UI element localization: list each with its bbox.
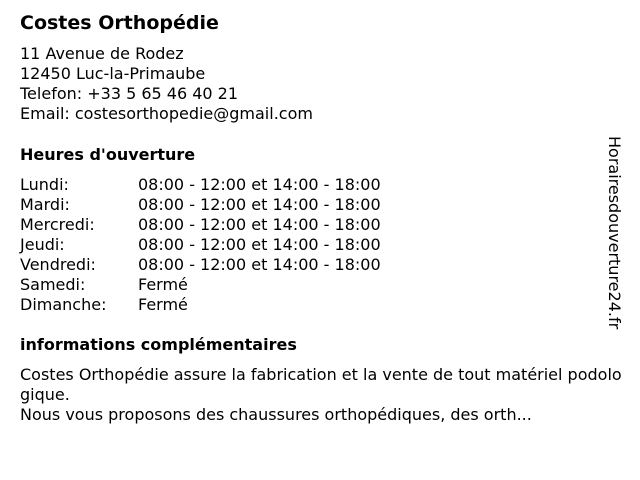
hours-row-wednesday — [20, 215, 626, 235]
opening-hours-heading: Heures d'ouverture — [20, 145, 196, 164]
day-label: Dimanche: — [20, 295, 107, 314]
hours-row-tuesday — [20, 195, 626, 215]
email-address: Email: costesorthopedie@gmail.com — [20, 104, 313, 123]
day-label: Samedi: — [20, 275, 86, 294]
additional-info-heading: informations complémentaires — [20, 335, 297, 354]
address-line-city: 12450 Luc-la-Primaube — [20, 64, 206, 83]
hours-row-thursday — [20, 235, 626, 255]
contact-block — [20, 44, 626, 124]
day-label: Lundi: — [20, 175, 69, 194]
hours-value: Fermé — [138, 275, 188, 294]
opening-hours-table — [20, 175, 626, 315]
hours-value: 08:00 - 12:00 et 14:00 - 18:00 — [138, 255, 381, 274]
day-label: Jeudi: — [20, 235, 65, 254]
info-paragraph-truncated: Nous vous proposons des chaussures orthopédiques, des orth... — [20, 405, 532, 424]
phone-number: Telefon: +33 5 65 46 40 21 — [20, 84, 239, 103]
business-card — [20, 11, 626, 425]
site-watermark: Horairesdouverture24.fr — [605, 136, 624, 330]
day-label: Mardi: — [20, 195, 70, 214]
hours-value: 08:00 - 12:00 et 14:00 - 18:00 — [138, 175, 381, 194]
day-label: Mercredi: — [20, 215, 95, 234]
business-name: Costes Orthopédie — [20, 12, 219, 34]
hours-row-monday — [20, 175, 626, 195]
hours-value: 08:00 - 12:00 et 14:00 - 18:00 — [138, 195, 381, 214]
hours-row-sunday — [20, 295, 626, 315]
day-label: Vendredi: — [20, 255, 96, 274]
hours-row-saturday — [20, 275, 626, 295]
hours-value: 08:00 - 12:00 et 14:00 - 18:00 — [138, 235, 381, 254]
hours-row-friday — [20, 255, 626, 275]
address-line-street: 11 Avenue de Rodez — [20, 44, 184, 63]
info-paragraph: Costes Orthopédie assure la fabrication et la vente de tout matériel podologique. — [20, 365, 622, 404]
hours-value: 08:00 - 12:00 et 14:00 - 18:00 — [138, 215, 381, 234]
additional-info-text — [20, 365, 622, 425]
hours-value: Fermé — [138, 295, 188, 314]
